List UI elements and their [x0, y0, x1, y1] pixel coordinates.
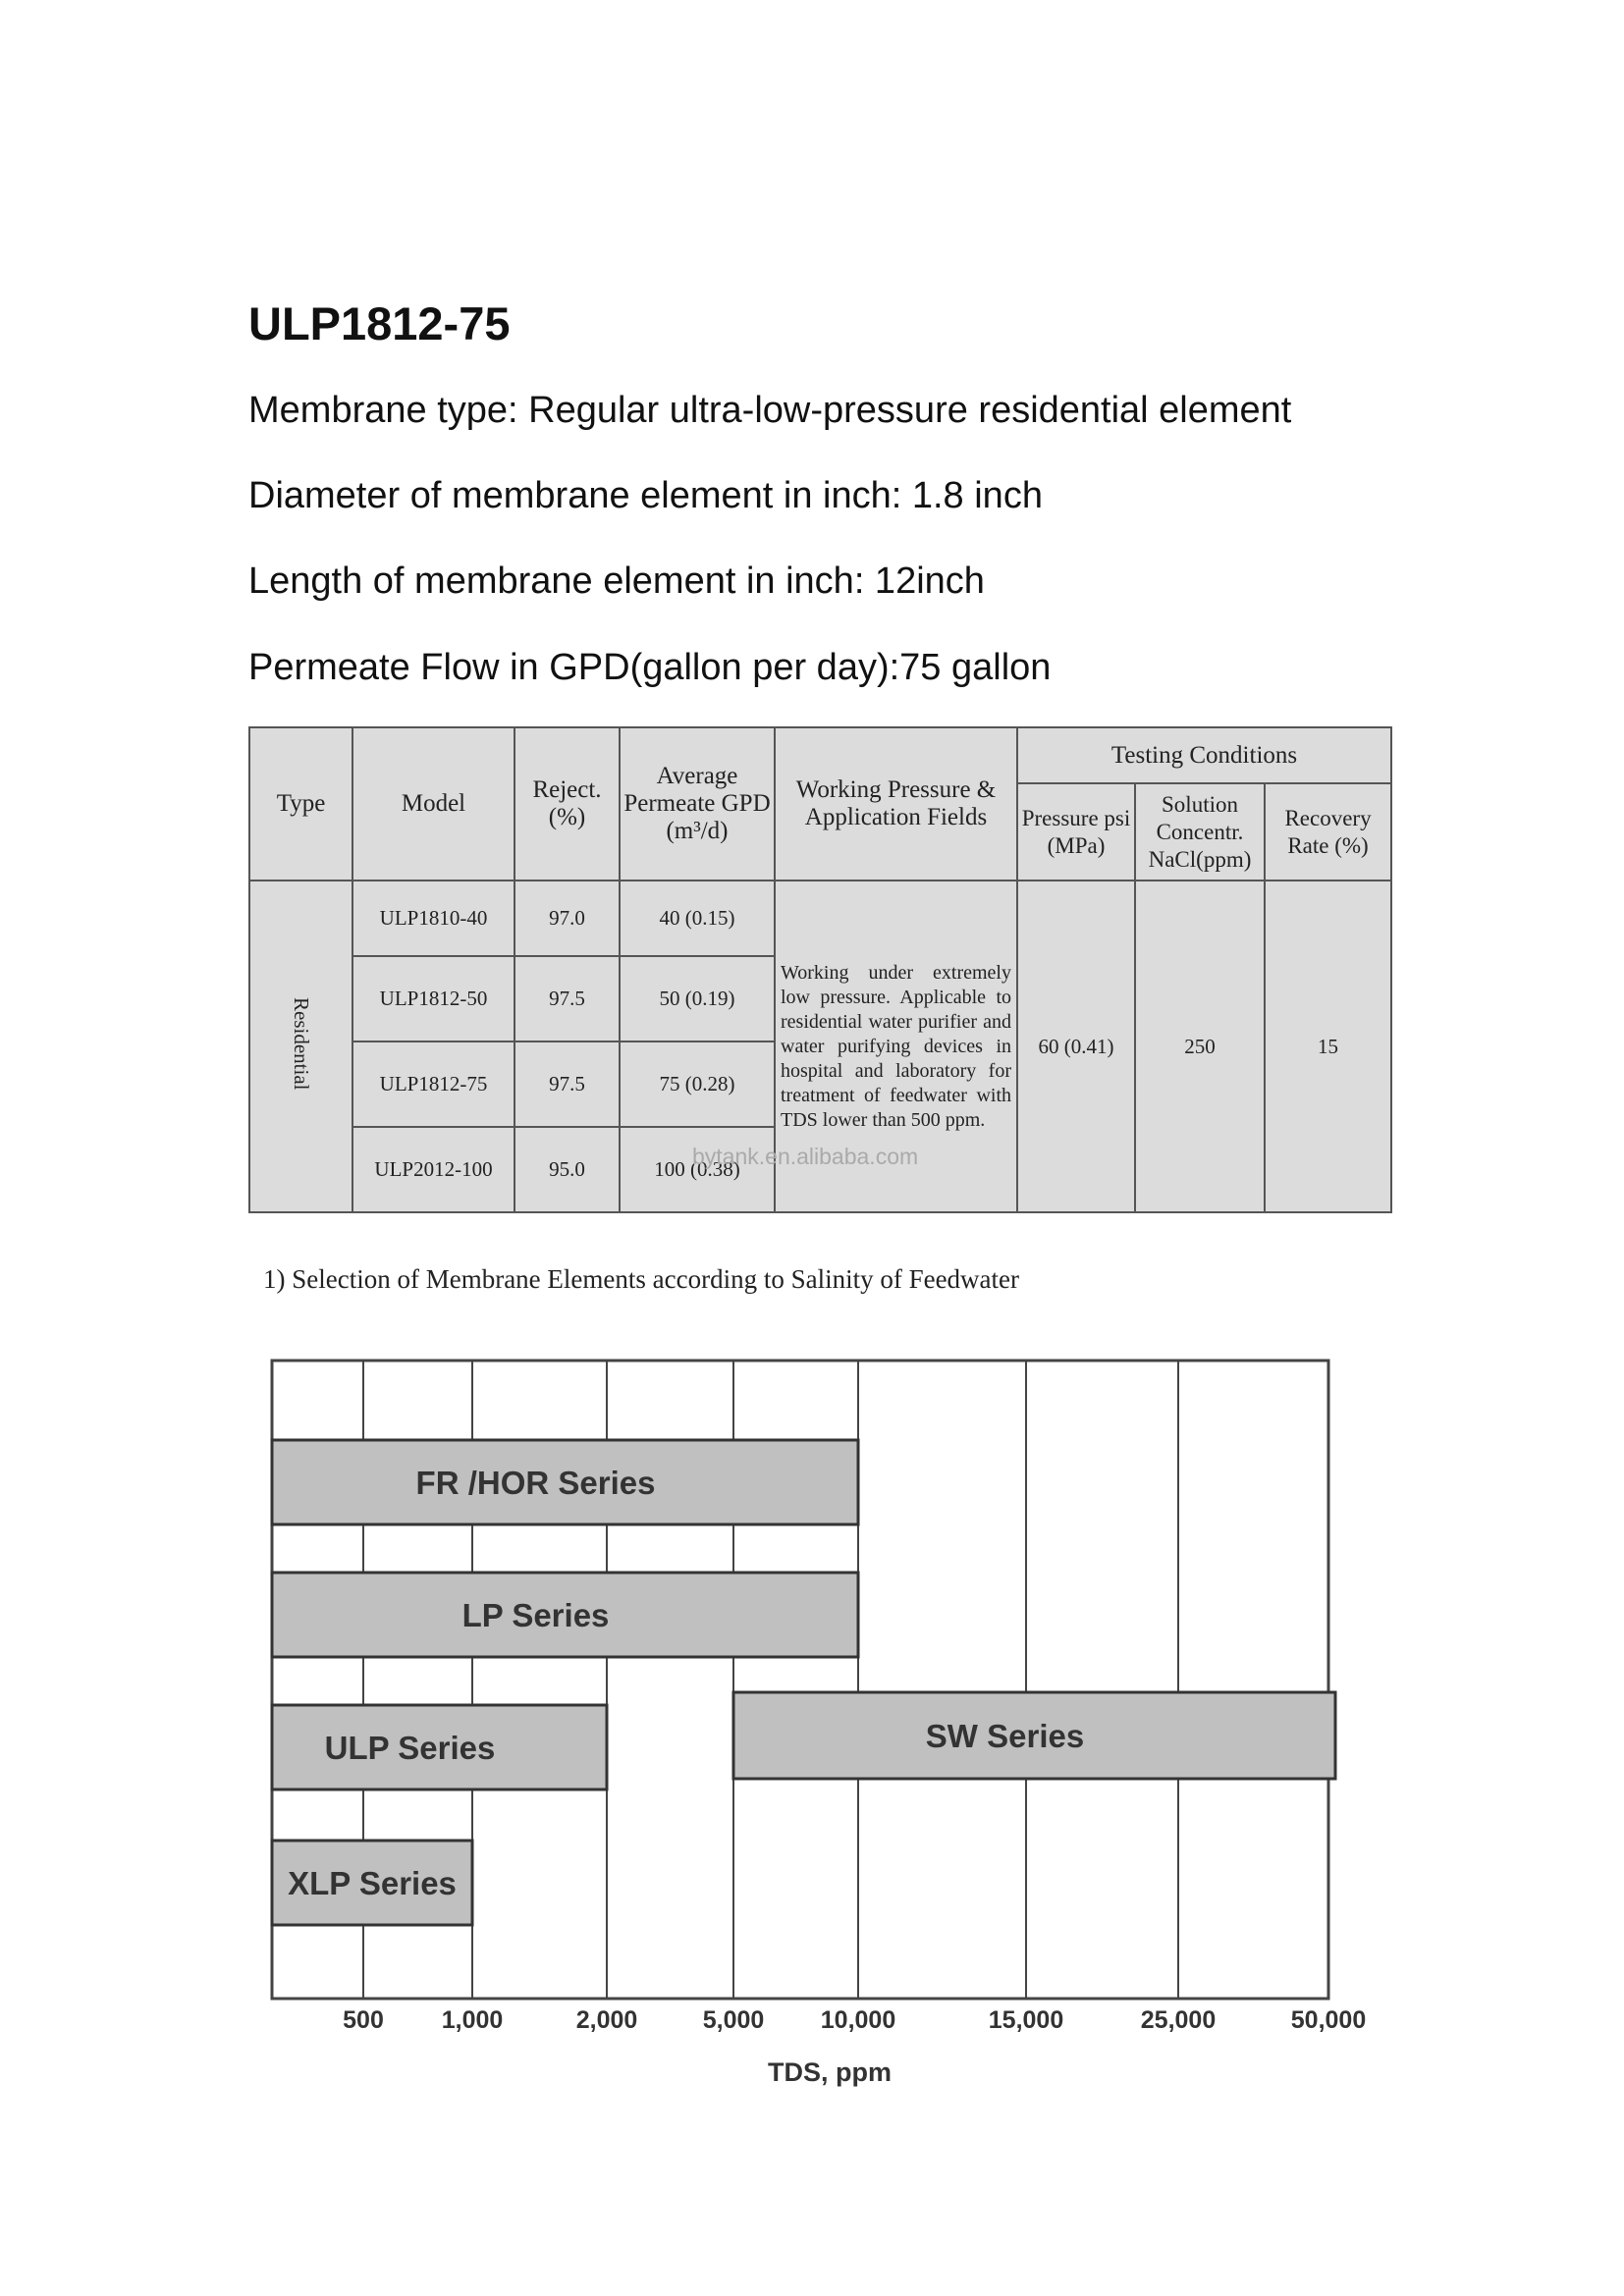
- header-testing: Testing Conditions: [1017, 727, 1391, 783]
- chart-caption: 1) Selection of Membrane Elements according to Salinity of Feedwater: [263, 1264, 1020, 1294]
- watermark: bytank.en.alibaba.com: [692, 1144, 919, 1169]
- page-title: ULP1812-75: [248, 297, 511, 349]
- header-solution: Solution Concentr. NaCl(ppm): [1135, 783, 1265, 881]
- header-working: Working Pressure & Application Fields: [775, 727, 1017, 881]
- permeate-cell: 75 (0.28): [620, 1041, 775, 1127]
- series-label: FR /HOR Series: [415, 1465, 656, 1501]
- model-cell: ULP2012-100: [352, 1127, 514, 1212]
- model-cell: ULP1812-50: [352, 956, 514, 1041]
- header-type: Type: [249, 727, 352, 881]
- permeate-cell: 50 (0.19): [620, 956, 775, 1041]
- type-label: Residential: [290, 996, 313, 1091]
- header-reject: Reject. (%): [514, 727, 620, 881]
- recovery-cell: 15: [1265, 881, 1391, 1212]
- header-recovery: Recovery Rate (%): [1265, 783, 1391, 881]
- permeate-cell: 40 (0.15): [620, 881, 775, 956]
- application-cell: Working under extremely low pressure. Applicable to residential water purifier and water purifying devices in hospital and laboratory for treatment of feedwater with TDS lower than 500 ppm.: [775, 881, 1017, 1212]
- header-permeate: Average Permeate GPD (m³/d): [620, 727, 775, 881]
- x-tick-label: 5,000: [702, 2006, 765, 2034]
- x-tick-label: 1,000: [441, 2006, 504, 2034]
- header-pressure: Pressure psi (MPa): [1017, 783, 1135, 881]
- x-tick-label: 15,000: [988, 2006, 1064, 2034]
- series-label: LP Series: [461, 1597, 610, 1633]
- length: Length of membrane element in inch: 12inch: [248, 561, 985, 602]
- x-tick-label: 10,000: [820, 2006, 896, 2034]
- x-tick-label: 500: [343, 2006, 384, 2034]
- header-model: Model: [352, 727, 514, 881]
- reject-cell: 97.5: [514, 1041, 620, 1127]
- model-cell: ULP1812-75: [352, 1041, 514, 1127]
- permeate-cell: 100 (0.38): [620, 1127, 775, 1212]
- x-tick-label: 25,000: [1140, 2006, 1217, 2034]
- series-label: XLP Series: [288, 1865, 457, 1901]
- model-cell: ULP1810-40: [352, 881, 514, 956]
- pressure-cell: 60 (0.41): [1017, 881, 1135, 1212]
- series-label: ULP Series: [324, 1730, 496, 1766]
- reject-cell: 97.0: [514, 881, 620, 956]
- solution-cell: 250: [1135, 881, 1265, 1212]
- membrane-type: Membrane type: Regular ultra-low-pressure residential element: [248, 390, 1292, 431]
- permeate-flow: Permeate Flow in GPD(gallon per day):75 gallon: [248, 647, 1052, 688]
- diameter: Diameter of membrane element in inch: 1.8 inch: [248, 475, 1043, 516]
- x-tick-label: 50,000: [1290, 2006, 1367, 2034]
- reject-cell: 97.5: [514, 956, 620, 1041]
- x-tick-label: 2,000: [575, 2006, 638, 2034]
- x-axis-label: TDS, ppm: [768, 2057, 892, 2087]
- reject-cell: 95.0: [514, 1127, 620, 1212]
- series-label: SW Series: [925, 1718, 1085, 1754]
